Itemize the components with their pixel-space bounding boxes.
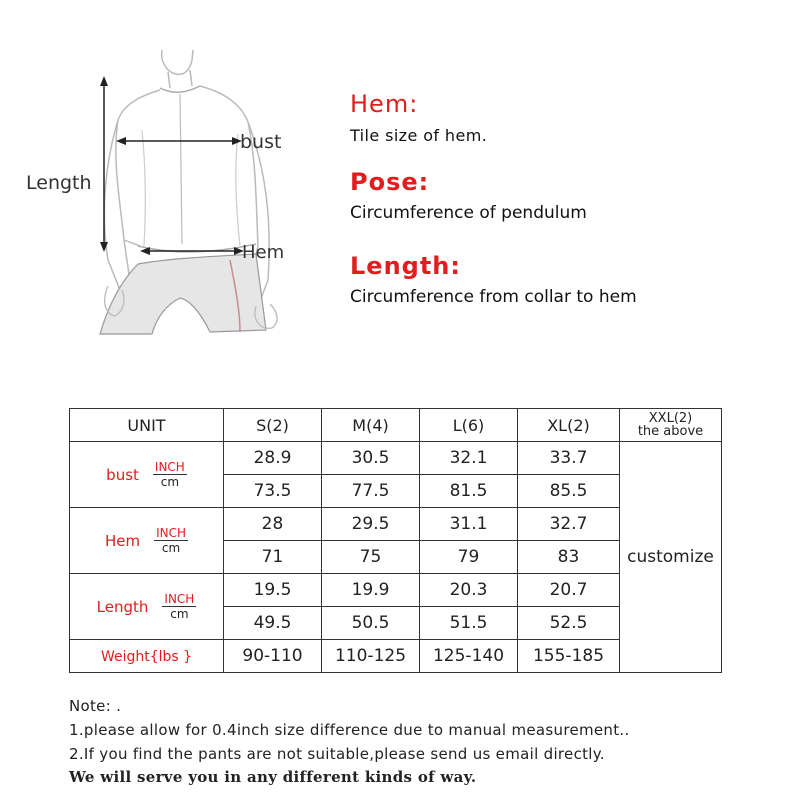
unit-cm-label: cm <box>160 475 180 489</box>
length-inch-m: 19.9 <box>322 574 420 607</box>
weight-category-cell <box>70 640 224 673</box>
customize-cell: customize <box>620 442 722 673</box>
header-unit: UNIT <box>70 409 224 442</box>
length-category-cell <box>70 574 224 640</box>
note-line-3: We will serve you in any different kinds of way. <box>69 768 477 786</box>
bust-inch-s: 28.9 <box>224 442 322 475</box>
weight-s: 90-110 <box>224 640 322 673</box>
hem-definition-text: Tile size of hem. <box>350 126 488 145</box>
bust-cm-xl: 85.5 <box>518 475 620 508</box>
unit-inch-label: INCH <box>154 460 185 474</box>
hem-inch-m: 29.5 <box>322 508 420 541</box>
hem-cm-s: 71 <box>224 541 322 574</box>
weight-l: 125-140 <box>420 640 518 673</box>
hem-inch-s: 28 <box>224 508 322 541</box>
table-header-row <box>70 409 722 442</box>
length-inch-l: 20.3 <box>420 574 518 607</box>
header-size-xl: XL(2) <box>518 409 620 442</box>
hem-cm-xl: 83 <box>518 541 620 574</box>
bust-inch-l: 32.1 <box>420 442 518 475</box>
length-category-label: Length <box>96 597 149 616</box>
hem-unit-stack <box>154 526 188 555</box>
hem-label: Hem <box>242 242 285 263</box>
length-cm-s: 49.5 <box>224 607 322 640</box>
header-size-m: M(4) <box>322 409 420 442</box>
bust-cm-s: 73.5 <box>224 475 322 508</box>
unit-cm-label: cm <box>161 541 181 555</box>
bust-category-cell <box>70 442 224 508</box>
length-cm-l: 51.5 <box>420 607 518 640</box>
header-size-l: L(6) <box>420 409 518 442</box>
pose-definition-text: Circumference of pendulum <box>350 203 587 223</box>
length-inch-xl: 20.7 <box>518 574 620 607</box>
bust-label: bust <box>240 131 282 153</box>
length-cm-xl: 52.5 <box>518 607 620 640</box>
size-chart-table <box>69 408 722 673</box>
header-xxl-line2: the above <box>637 424 704 439</box>
unit-inch-label: INCH <box>164 592 195 606</box>
hem-cm-m: 75 <box>322 541 420 574</box>
weight-category-label: Weight{lbs } <box>100 649 193 665</box>
length-inch-s: 19.5 <box>224 574 322 607</box>
bust-inch-xl: 33.7 <box>518 442 620 475</box>
bust-cm-m: 77.5 <box>322 475 420 508</box>
length-cm-m: 50.5 <box>322 607 420 640</box>
bust-cm-l: 81.5 <box>420 475 518 508</box>
unit-inch-label: INCH <box>156 526 187 540</box>
note-line-1: 1.please allow for 0.4inch size difference due to manual measurement.. <box>69 721 630 739</box>
length-unit-stack <box>162 592 196 621</box>
weight-m: 110-125 <box>322 640 420 673</box>
hem-inch-l: 31.1 <box>420 508 518 541</box>
unit-cm-label: cm <box>170 607 189 621</box>
note-line-2: 2.If you find the pants are not suitable,please send us email directly. <box>69 745 605 763</box>
hem-category-label: Hem <box>104 531 141 550</box>
length-label: Length <box>26 172 92 194</box>
bust-inch-m: 30.5 <box>322 442 420 475</box>
hem-inch-xl: 32.7 <box>518 508 620 541</box>
bust-inch-row <box>70 442 722 475</box>
header-size-xxl <box>620 409 722 442</box>
hem-cm-l: 79 <box>420 541 518 574</box>
weight-xl: 155-185 <box>518 640 620 673</box>
bust-unit-stack <box>153 460 187 489</box>
jacket-measurement-illustration <box>80 50 290 335</box>
figure-sketch <box>80 50 290 335</box>
hem-category-cell <box>70 508 224 574</box>
length-definition-text: Circumference from collar to hem <box>350 287 637 307</box>
header-size-s: S(2) <box>224 409 322 442</box>
pose-definition-title: Pose: <box>350 168 430 196</box>
bust-category-label: bust <box>106 465 139 484</box>
header-xxl-line1: XXL(2) <box>648 411 693 426</box>
length-definition-title: Length: <box>350 252 461 280</box>
note-title: Note: . <box>69 697 122 715</box>
hem-definition-title: Hem: <box>350 90 419 118</box>
